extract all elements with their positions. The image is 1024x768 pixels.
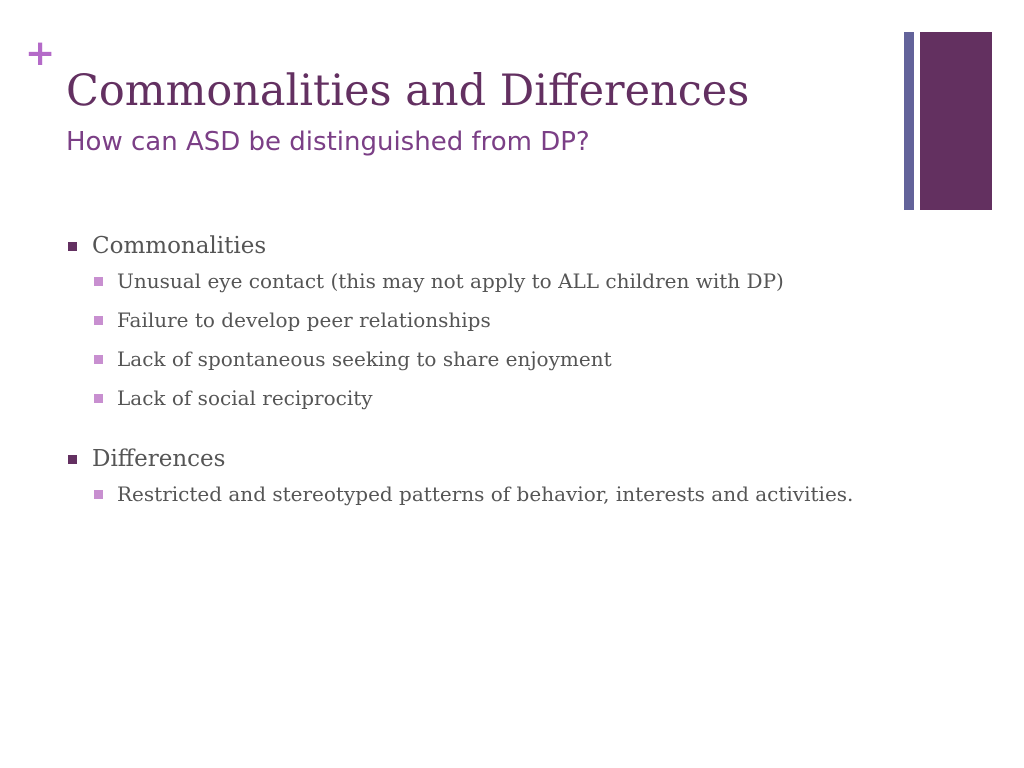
square-bullet-icon bbox=[94, 355, 103, 364]
list-item bbox=[94, 344, 868, 374]
bullet-list bbox=[68, 479, 868, 509]
decorative-bar-thick bbox=[920, 32, 992, 210]
slide-title: Commonalities and Differences bbox=[66, 66, 750, 116]
list-item bbox=[94, 383, 868, 413]
section-commonalities bbox=[68, 226, 868, 413]
section-heading: Commonalities bbox=[92, 233, 267, 259]
list-item bbox=[94, 266, 868, 296]
square-bullet-icon bbox=[68, 242, 77, 251]
list-item bbox=[94, 305, 868, 335]
decorative-bar-thin bbox=[904, 32, 914, 210]
section-differences bbox=[68, 439, 868, 509]
list-item-text: Lack of social reciprocity bbox=[117, 386, 373, 410]
section-heading: Differences bbox=[92, 446, 226, 472]
list-item-text: Failure to develop peer relationships bbox=[117, 308, 491, 332]
list-item-text: Lack of spontaneous seeking to share enjoyment bbox=[117, 347, 612, 371]
section-heading-row bbox=[68, 439, 868, 479]
square-bullet-icon bbox=[94, 277, 103, 286]
square-bullet-icon bbox=[94, 490, 103, 499]
list-item-text: Restricted and stereotyped patterns of behavior, interests and activities. bbox=[117, 482, 854, 506]
section-heading-row bbox=[68, 226, 868, 266]
plus-icon: + bbox=[25, 33, 56, 74]
slide-body bbox=[68, 226, 868, 535]
square-bullet-icon bbox=[68, 455, 77, 464]
square-bullet-icon bbox=[94, 316, 103, 325]
bullet-list bbox=[68, 266, 868, 413]
square-bullet-icon bbox=[94, 394, 103, 403]
list-item bbox=[94, 479, 868, 509]
list-item-text: Unusual eye contact (this may not apply to ALL children with DP) bbox=[117, 269, 784, 293]
slide-subtitle: How can ASD be distinguished from DP? bbox=[66, 127, 590, 157]
